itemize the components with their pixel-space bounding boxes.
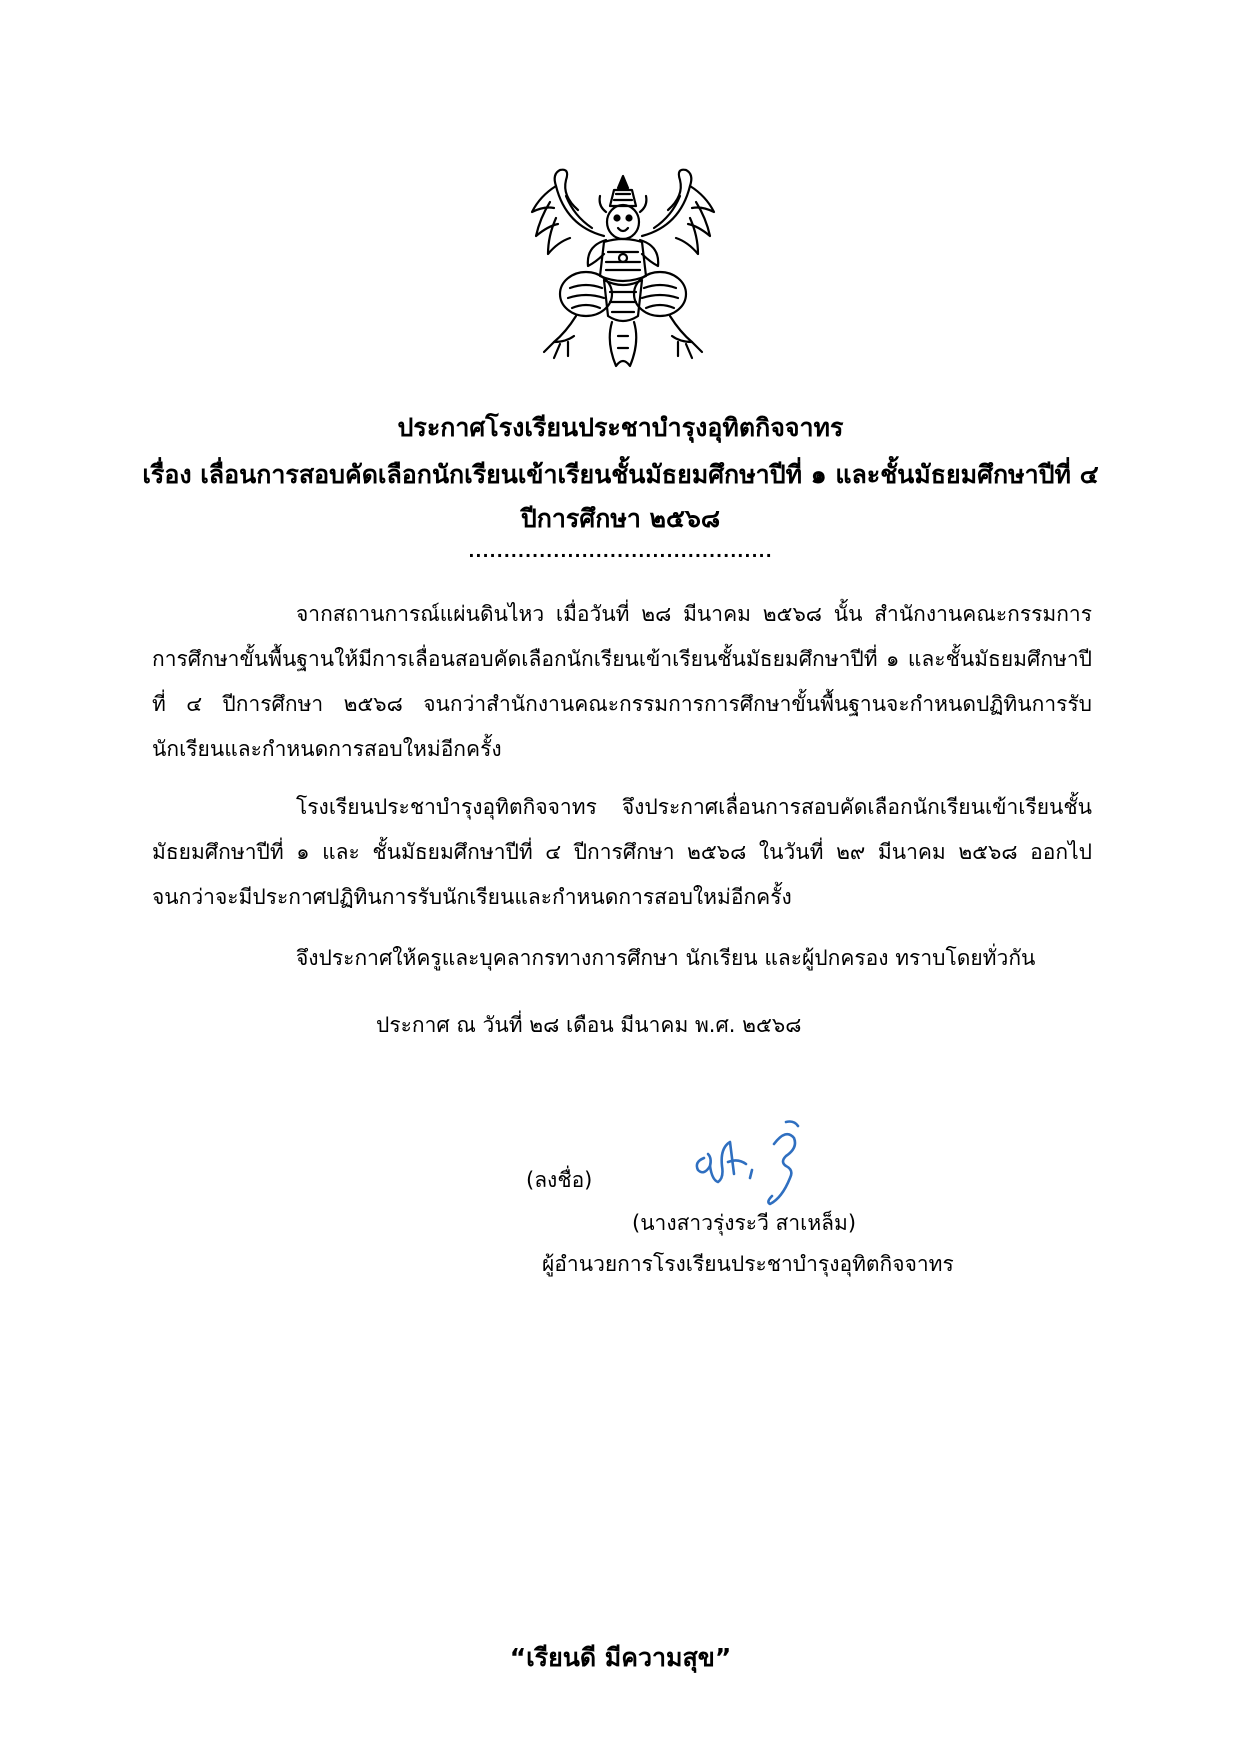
- document-subject: เรื่อง เลื่อนการสอบคัดเลือกนักเรียนเข้าเรียนชั้นมัธยมศึกษาปีที่ ๑ และชั้นมัธยมศึกษาปีที่ ๔: [142, 460, 1099, 489]
- signature-prefix: (ลงชื่อ): [526, 1168, 593, 1192]
- signatory-name: (นางสาวรุ่งระวี สาเหล็ม): [632, 1211, 857, 1235]
- body-paragraph-1: จากสถานการณ์แผ่นดินไหว เมื่อวันที่ ๒๘ มีนาคม ๒๕๖๘ นั้น สำนักงานคณะกรรมการการศึกษาขั้นพื้นฐานให้มีการเลื่อนสอบคัดเลือกนักเรียนเข้าเรียนชั้นมัธยมศึกษาปีที่ ๑ และชั้นมัธยมศึกษาปีที่ ๔ ปีการศึกษา ๒๕๖๘ จนกว่าสำนักงานคณะกรรมการการศึกษาขั้นพื้นฐานจะกำหนดปฏิทินการรับนักเรียนและกำหนดการสอบใหม่อีกครั้ง: [152, 602, 1092, 761]
- separator-line: ...........................................: [468, 542, 773, 561]
- garuda-emblem-icon: [526, 166, 720, 372]
- body-paragraph-2: โรงเรียนประชาบำรุงอุทิตกิจจาทร จึงประกาศเลื่อนการสอบคัดเลือกนักเรียนเข้าเรียนชั้นมัธยมศึกษาปีที่ ๑ และ ชั้นมัธยมศึกษาปีที่ ๔ ปีการศึกษา ๒๕๖๘ ในวันที่ ๒๙ มีนาคม ๒๕๖๘ ออกไป จนกว่าจะมีประกาศปฏิทินการรับนักเรียนและกำหนดการสอบใหม่อีกครั้ง: [152, 795, 1092, 909]
- announcement-date: ประกาศ ณ วันที่ ๒๘ เดือน มีนาคม พ.ศ. ๒๕๖๘: [376, 1013, 802, 1037]
- school-motto: “เรียนดี มีความสุข”: [509, 1643, 732, 1672]
- document-title: ประกาศโรงเรียนประชาบำรุงอุทิตกิจจาทร: [397, 413, 844, 442]
- signatory-position: ผู้อำนวยการโรงเรียนประชาบำรุงอุทิตกิจจาทร: [542, 1252, 954, 1276]
- document-academic-year: ปีการศึกษา ๒๕๖๘: [520, 504, 721, 533]
- body-paragraph-3: จึงประกาศให้ครูและบุคลากรทางการศึกษา นักเรียน และผู้ปกครอง ทราบโดยทั่วกัน: [296, 946, 1036, 970]
- handwritten-signature: [690, 1118, 820, 1208]
